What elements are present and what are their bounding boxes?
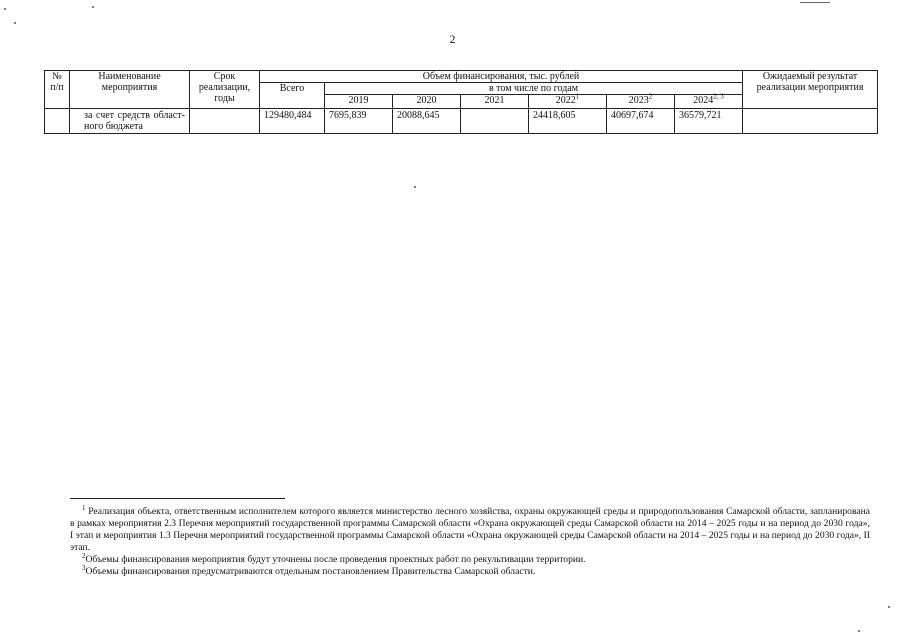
cell-2022: 24418,605: [529, 109, 607, 134]
footnote: $^3$Объемы финансирования предусматриваются отдельным постановлением Правительства Самарской области.: [82, 563, 536, 577]
scan-speck: [858, 630, 860, 632]
scan-speck: [414, 186, 416, 188]
footnotes: [70, 503, 870, 578]
cell-total: 129480,484: [260, 109, 325, 134]
header-year: 2019: [325, 95, 393, 109]
header-year: 2023$^2$: [607, 95, 675, 109]
header-name: Наименование мероприятия: [70, 71, 190, 109]
cell-2019: 7695,839: [325, 109, 393, 134]
header-year: 2022$^1$: [529, 95, 607, 109]
scan-speck: [92, 6, 94, 8]
cell-2023: 40697,674: [607, 109, 675, 134]
cell-2021: [461, 109, 529, 134]
cell-num: [45, 109, 70, 134]
cell-result: [743, 109, 878, 134]
header-result: Ожидаемый результат реализации мероприятия: [743, 71, 878, 109]
header-year: 2021: [461, 95, 529, 109]
scan-speck: [14, 22, 16, 24]
cell-2020: 20088,645: [393, 109, 461, 134]
table-row: [45, 109, 878, 134]
header-funding: Объем финансирования, тыс. рублей: [260, 71, 743, 83]
header-total: Всего: [260, 83, 325, 109]
funding-table: [44, 70, 878, 134]
header-year: 2020: [393, 95, 461, 109]
page-number: 2: [449, 32, 456, 46]
cell-name: за счет средств област-ного бюджета: [70, 109, 190, 134]
header-by-years: в том числе по годам: [325, 83, 743, 95]
footnote: $^2$Объемы финансирования мероприятия будут уточнены после проведения проектных работ по рекультивации территории.: [82, 551, 586, 565]
footnote-divider: [70, 498, 285, 499]
header-num: № п/п: [45, 71, 70, 109]
scan-mark: [800, 2, 830, 3]
scan-speck: [888, 606, 890, 608]
footnote: $^1$ Реализация объекта, ответственным исполнителем которого является министерство лесного хозяйства, охраны окружающей среды и природопользования Самарской области, запланирована в рамках мероприятия 2.3 Перечня мероприятий государственной программы Самарской области «Охрана окружающей среды Самарской области на 2014 – 2025 годы и на период до 2030 года», I этап и мероприятия 1.3 Перечня мероприятий государственной программы Самарской области «Охрана окружающей среды Самарской области на 2014 – 2025 годы и на период до 2030 года», II этап.: [70, 503, 870, 553]
cell-2024: 36579,721: [675, 109, 743, 134]
header-term: Срок реализации, годы: [190, 71, 260, 109]
header-year: 2024$^{2, 3}$: [675, 95, 743, 109]
scan-speck: [4, 8, 6, 10]
cell-term: [190, 109, 260, 134]
